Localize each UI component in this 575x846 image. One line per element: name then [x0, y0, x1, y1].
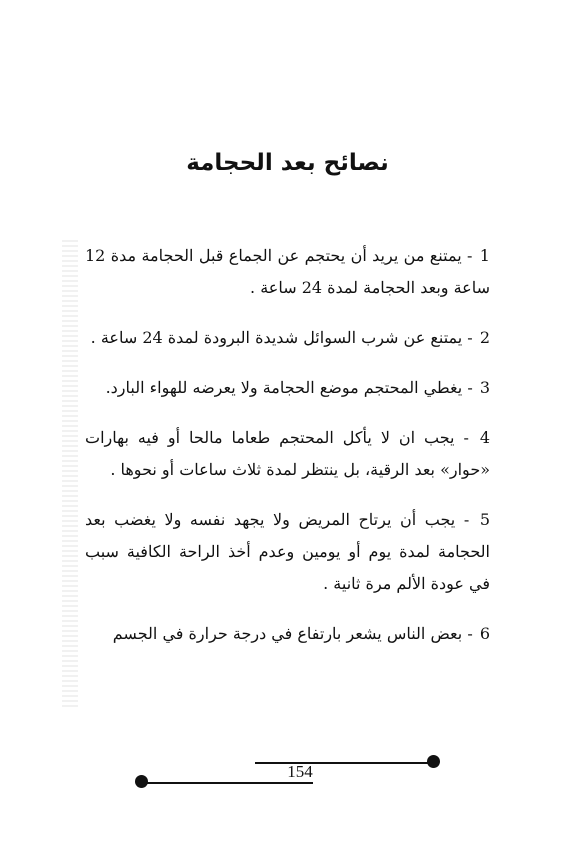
item-number: 3: [479, 378, 490, 397]
list-item: [85, 422, 490, 486]
page-number: 154: [287, 762, 313, 781]
item-number: 2: [479, 328, 490, 347]
page-footer: [135, 748, 445, 798]
list-item: [85, 372, 490, 404]
list-item: [85, 618, 490, 650]
scan-noise: [62, 240, 78, 710]
item-number: 1: [479, 246, 490, 265]
list-item: [85, 504, 490, 600]
item-text: - يجب ان لا يأكل المحتجم طعاما مالحا أو فيه بهارات «حوار» بعد الرقية، بل ينتظر لمدة ثلاث ساعات أو نحوها .: [85, 428, 490, 479]
item-text: - يمتنع عن شرب السوائل شديدة البرودة لمدة 24 ساعة .: [90, 328, 473, 347]
footer-dot-right: [427, 755, 440, 768]
footer-dot-left: [135, 775, 148, 788]
item-number: 4: [479, 428, 490, 447]
item-text: - يجب أن يرتاح المريض ولا يجهد نفسه ولا يغضب بعد الحجامة لمدة يوم أو يومين وعدم أخذ الراحة الكافية سبب في عودة الألم مرة ثانية .: [85, 510, 490, 593]
list-item: [85, 240, 490, 304]
item-text: - يغطي المحتجم موضع الحجامة ولا يعرضه للهواء البارد.: [105, 378, 473, 397]
item-number: 5: [479, 510, 490, 529]
page-title: نصائح بعد الحجامة: [186, 150, 389, 176]
item-text: - بعض الناس يشعر بارتفاع في درجة حرارة في الجسم: [112, 624, 473, 643]
footer-rule-bottom: [143, 782, 313, 784]
advice-list: [85, 240, 490, 668]
list-item: [85, 322, 490, 354]
item-number: 6: [479, 624, 490, 643]
item-text: - يمتنع من يريد أن يحتجم عن الجماع قبل الحجامة مدة 12 ساعة وبعد الحجامة لمدة 24 ساعة .: [85, 246, 490, 297]
